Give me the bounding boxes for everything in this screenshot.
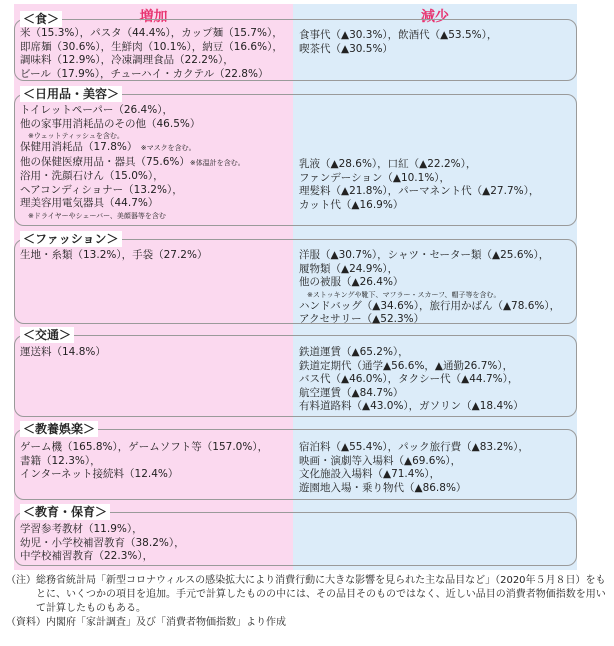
list-item: ビール（17.9%），チューハイ・カクテル（22.8%）	[20, 67, 269, 80]
list-item: ゲーム機（165.8%），ゲームソフト等（157.0%），	[20, 441, 269, 453]
list-item: 鉄道定期代（通学▲56.6%，▲通勤26.7%），	[299, 359, 514, 372]
note-row	[6, 574, 610, 616]
list-item: 食事代（▲30.3%），飲酒代（▲53.5%），	[299, 29, 498, 41]
list-item: 映画・演劇等入場料（▲69.6%），	[299, 454, 462, 467]
decrease-header: 減少	[421, 9, 449, 25]
list-item: 宿泊料（▲55.4%），パック旅行費（▲83.2%），	[299, 441, 529, 453]
daily-decrease-list	[299, 158, 575, 212]
list-item: 調味料（12.9%），冷凍調理食品（22.2%），	[20, 54, 234, 66]
item-note: ※ウェットティッシュを含む。	[28, 132, 124, 140]
education-increase-list	[20, 523, 292, 564]
list-item: ヘアコンディショナー（13.2%），	[20, 183, 183, 196]
list-item: トイレットペーパー（26.4%），	[20, 104, 173, 116]
list-item: 中学校補習教育（22.3%），	[20, 550, 154, 562]
item-text: 保健用消耗品（17.8%）	[20, 141, 138, 153]
leisure-increase-list	[20, 441, 292, 482]
list-item: アクセサリー（▲52.3%）	[299, 313, 425, 325]
fashion-increase-list	[20, 249, 292, 263]
section-title-food: ＜食＞	[20, 11, 62, 27]
item-note: ※マスクを含む。	[140, 144, 196, 152]
food-decrease-list	[299, 29, 575, 56]
section-title-daily: ＜日用品・美容＞	[20, 86, 122, 102]
list-item: 即席麺（30.6%），生鮮肉（10.1%），納豆（16.6%），	[20, 40, 283, 53]
footnotes	[6, 574, 610, 630]
list-item: インターネット接続料（12.4%）	[20, 468, 179, 480]
section-title-transport: ＜交通＞	[20, 327, 74, 343]
list-item: 理髪料（▲21.8%），パーマネント代（▲27.7%），	[299, 185, 540, 197]
list-item: 他の家事用消耗品のその他（46.5%）	[20, 117, 201, 130]
list-item: 洋服（▲30.7%），シャツ・セーター類（▲25.6%），	[299, 249, 550, 261]
item-note: ※ストッキングや靴下、マフラー・スカーフ、帽子等を含む。	[307, 290, 501, 299]
list-item: 運送料（14.8%）	[20, 346, 106, 358]
source-row	[6, 616, 610, 630]
list-item: ファンデーション（▲10.1%），	[299, 171, 451, 184]
list-item	[20, 141, 292, 156]
item-note: ※ドライヤーやシェーバー、美顔器等を含む	[28, 211, 166, 220]
item-text: 他の保健医療用品・器具（75.6%）	[20, 155, 190, 168]
transport-decrease-list	[299, 346, 575, 414]
list-item: 喫茶代（▲30.5%）	[299, 42, 393, 55]
food-increase-list	[20, 27, 292, 81]
list-item: 乳液（▲28.6%），口紅（▲22.2%），	[299, 158, 477, 170]
source-text: 内閣府「家計調査」及び「消費者物価指数」より作成	[46, 617, 286, 628]
list-item: 鉄道運賃（▲65.2%），	[299, 346, 409, 358]
list-item: 有料道路料（▲43.0%），ガソリン（▲18.4%）	[299, 400, 524, 412]
section-title-education: ＜教育・保育＞	[20, 504, 110, 520]
item-note: ※体温計を含む。	[189, 158, 245, 167]
increase-header: 増加	[139, 9, 168, 25]
list-item: 米（15.3%），パスタ（44.4%），カップ麺（15.7%），	[20, 27, 283, 39]
daily-increase-list	[20, 104, 292, 221]
list-item: ハンドバッグ（▲34.6%），旅行用かばん（▲78.6%），	[299, 299, 561, 312]
list-item: 他の被服（▲26.4%）	[299, 276, 404, 288]
list-item: 浴用・洗顔石けん（15.0%），	[20, 170, 164, 182]
note-label: （注）	[6, 575, 36, 586]
list-item: 航空運賃（▲84.7%）	[299, 386, 404, 399]
list-item: 遊園地入場・乗り物代（▲86.8%）	[299, 481, 467, 494]
list-item: 学習参考教材（11.9%），	[20, 523, 143, 535]
list-item: カット代（▲16.9%）	[299, 198, 404, 211]
transport-increase-list	[20, 346, 292, 360]
list-item: 理美容用電気器具（44.7%）	[20, 197, 159, 209]
section-title-leisure: ＜教養娯楽＞	[20, 421, 98, 437]
list-item	[20, 156, 292, 171]
list-item: 履物類（▲24.9%），	[299, 262, 399, 275]
list-item: 幼児・小学校補習教育（38.2%），	[20, 536, 185, 549]
section-title-fashion: ＜ファッション＞	[20, 231, 122, 247]
fashion-decrease-list	[299, 249, 575, 327]
list-item: 文化施設入場料（▲71.4%），	[299, 468, 441, 480]
note-text: 総務省統計局「新型コロナウィルスの感染拡大により消費行動に大きな影響を見られた主な品目など」（2020年５月８日）をもとに、いくつかの項目を追加。手元で計算したものの中には、その品目そのものではなく、近しい品目の消費者物価指数を用いて計算したものもある。	[36, 575, 606, 614]
list-item: 書籍（12.3%），	[20, 454, 101, 467]
list-item: バス代（▲46.0%），タクシー代（▲44.7%），	[299, 373, 519, 385]
leisure-decrease-list	[299, 441, 575, 495]
source-label: （資料）	[6, 617, 46, 628]
list-item: 生地・糸類（13.2%），手袋（27.2%）	[20, 249, 208, 261]
